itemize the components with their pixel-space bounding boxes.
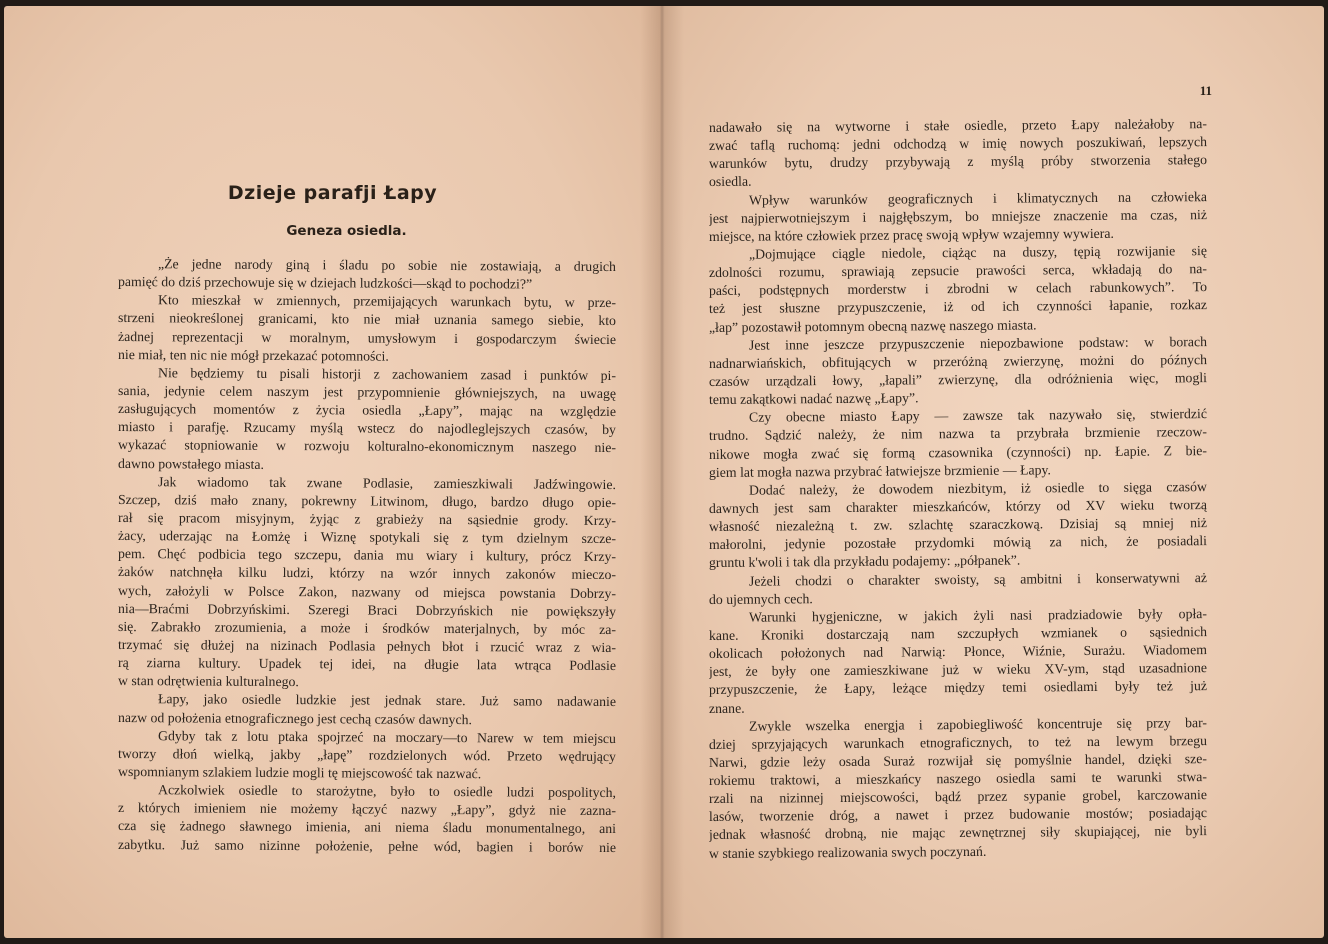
text-line: rał się pracom misyjnym, żyjąc z grabieży na sąsiednie grody. Krzy- bbox=[117, 509, 617, 529]
text-line: lasów, tworzenie dróg, a nawet i przez budowanie mostów; posiadając bbox=[708, 805, 1208, 825]
text-line: do ujemnych cech. bbox=[708, 590, 813, 607]
text-line: trudno. Sądzić należy, że nim nazwa ta przybrała brzmienie rzeczow- bbox=[708, 424, 1208, 444]
text-line: też jest słuszne przypuszczenie, iż od ich czynności łapanie, rozkaz bbox=[708, 297, 1208, 317]
text-line: rą ziarna kultury. Upadek tej idei, na długie lata wtrąca Podlasie bbox=[117, 655, 617, 674]
text-line: strzeni nieokreślonej granicami, kto nie miał uznania samego siebie, kto bbox=[117, 310, 617, 329]
text-line: żadnej reprezentacji w moralnym, umysłowym i gospodarczym świecie bbox=[117, 328, 617, 347]
text-line: jest najpierwotniejszym i najgłębszym, bo mniejsze znaczenie ma czas, niż bbox=[708, 206, 1208, 226]
right-page bbox=[661, 6, 1324, 938]
text-line: dziej sprzyjających warunkach etnograficznych, to też na lewym brzegu bbox=[708, 732, 1208, 752]
text-line: giem lat mogła nazwa przybrać łatwiejsze brzmienie — Łapy. bbox=[708, 461, 1052, 480]
text-line: Jest inne jeszcze przypuszczenie niepozbawione podstaw: w borach bbox=[748, 333, 1208, 353]
text-line: z których imieniem nie możemy łączyć nazwy „Łapy”, gdyż nie zazna- bbox=[117, 800, 617, 819]
text-line: kane. Kroniki dostarczają nam szczupłych wzmianek o sąsiednich bbox=[708, 624, 1208, 643]
text-line: Kto mieszkał w zmiennych, przemijających warunkach bytu, w prze- bbox=[157, 292, 617, 311]
left-page bbox=[4, 6, 661, 938]
section-subtitle: Geneza osiedla. bbox=[286, 223, 407, 239]
text-line: osiedla. bbox=[708, 174, 752, 190]
text-line: przypuszczenie, że Łapy, leżące między temi osiedlami były też już bbox=[708, 678, 1208, 698]
text-line: dawnych jest sam charakter mieszkańców, którzy od XV wieku tworzą bbox=[708, 497, 1208, 516]
text-line: się. Zabrakło zrozumienia, a może i środków materjalnych, by móc za- bbox=[117, 618, 617, 637]
text-line: Aczkolwiek osiedle to starożytne, było to osiedle ludzi pospolitych, bbox=[157, 782, 617, 801]
text-line: tworzy dłoń wielką, jakby „łapę” rozdzielonych wód. Przeto wędrujący bbox=[117, 745, 617, 764]
text-line: dawno powstałego miasta. bbox=[117, 455, 265, 472]
text-line: Dodać należy, że dowodem niezbitym, iż osiedle to sięga czasów bbox=[748, 478, 1208, 498]
text-line: pamięć do dziś przechowuje się w dziejach ludzkości—skąd to pochodzi?” bbox=[117, 274, 533, 292]
text-line: Gdyby tak z lotu ptaka spojrzeć na moczary—to Narew w tem miejscu bbox=[157, 727, 617, 746]
text-line: nadawało się na wytworne i stałe osiedle, przeto Łapy należałoby na- bbox=[708, 116, 1208, 135]
text-line: Jak wiadomo tak zwane Podlasie, zamieszkiwali Jadźwingowie. bbox=[157, 473, 617, 492]
text-line: nadnarwiańskich, obfitujących w przeróżną zwierzynę, możni do późnych bbox=[708, 351, 1208, 371]
text-line: czasów urządzali łowy, „łapali” zwierzynę, dla odróżnienia więc, mogli bbox=[708, 370, 1208, 389]
text-line: pem. Chęć podbicia tego szczepu, dania mu wiary i kultury, prócz Krzy- bbox=[117, 546, 617, 565]
text-line: Czy obecne miasto Łapy — zawsze tak nazywało się, stwierdzić bbox=[748, 406, 1208, 425]
right-page-text bbox=[708, 116, 1208, 863]
chapter-title: Dzieje parafji Łapy bbox=[227, 182, 438, 204]
text-line: paści, podstępnych morderstw i zbrodni w celach rabunkowych”. To bbox=[708, 279, 1208, 299]
text-line: „Dojmujące ciągle niedole, ciążąc na duszy, tępią rozwijanie się bbox=[748, 243, 1208, 262]
text-line: jednak własność drobną, nie mając zewnętrznej siły skupiającej, nie byli bbox=[708, 823, 1208, 843]
text-line: Łapy, jako osiedle ludzkie jest jednak stare. Już samo nadawanie bbox=[157, 691, 617, 710]
text-line: własność niezależną t. zw. szlachtę szaraczkową. Dzisiaj są mniej niż bbox=[708, 515, 1208, 535]
text-line: zdolności rozumu, sprawiają zepsucie prawości serca, wkładają do na- bbox=[708, 261, 1208, 281]
text-line: warunków bytu, drudzy przybywają z myślą próby stworzenia stałego bbox=[708, 152, 1208, 172]
text-line: Wpływ warunków geograficznych i klimatycznych na człowieka bbox=[748, 188, 1208, 208]
text-line: wykazać stopniowanie w rozwoju kolturalno-ekonomicznym naszego nie- bbox=[117, 437, 617, 456]
left-page-text bbox=[118, 255, 616, 854]
text-line: w stan odrętwienia kulturalnego. bbox=[117, 673, 299, 690]
text-line: Jeżeli chodzi o charakter swoisty, są ambitni i konserwatywni aż bbox=[748, 569, 1208, 589]
text-line: w stanie szybkiego realizowania swych poczynań. bbox=[708, 843, 987, 861]
text-line: cza się żadnego sławnego imienia, ani niema śladu monumentalnego, ani bbox=[117, 818, 617, 837]
text-line: Warunki hygjeniczne, w jakich żyli nasi pradziadowie były opła- bbox=[748, 605, 1208, 625]
text-line: temu zakątkowi nadać nazwę „Łapy”. bbox=[708, 390, 919, 408]
text-line: „Że jedne narody giną i śladu po sobie nie zostawiają, a drugich bbox=[157, 256, 617, 275]
text-line: wych, założyli w Polsce Zakon, nazwany od miejsca powstania Dobrzy- bbox=[117, 582, 617, 601]
text-line: nie miał, ten nic nie mógł przekazać potomności. bbox=[117, 346, 389, 364]
text-line: nikowe mogła zwać się formą czasownika (czynności) np. Łapie. Z bie- bbox=[708, 442, 1208, 462]
text-line: zwać taflą ruchomą: jedni odchodzą w imię nowych poszukiwań, lepszych bbox=[708, 134, 1208, 154]
text-line: okolicach położonych nad Narwią: Płonce, Wiźnie, Surażu. Wiadomem bbox=[708, 642, 1208, 662]
text-line: żacy, uderzając na Łomżę i Wiznę spotykali się z tym dzielnym szcze- bbox=[117, 528, 617, 547]
text-line: rzali na nizinnej miejscowości, bądź przez sypanie grobel, karczowanie bbox=[708, 787, 1208, 807]
text-line: miasto i parafję. Rzucamy myślą wstecz do najodleglejszych czasów, by bbox=[117, 419, 617, 438]
text-line: sania, jedynie celem naszym jest przypomnienie główniejszych, na uwagę bbox=[117, 382, 617, 402]
text-line: gruntu k'woli i tak dla przykładu podajemy: „półpanek”. bbox=[708, 552, 1021, 571]
text-line: wspomnianym szlakiem ludzie mogli tę miejscowość tak nazwać. bbox=[117, 763, 482, 782]
text-line: Szczep, dziś mało znany, pokrewny Litwinom, długo, bardzo długo opie- bbox=[117, 491, 617, 510]
text-line: trzymać się dłużej na nizinach Podlasia pełnych błot i rzucić wraz z wia- bbox=[117, 636, 617, 655]
text-line: Zwykle wszelka energja i zapobiegliwość koncentruje się przy bar- bbox=[748, 714, 1208, 734]
text-line: znane. bbox=[708, 700, 745, 716]
text-line: Nie będziemy tu pisali historji z zachowaniem zasad i punktów pi- bbox=[157, 365, 617, 383]
text-line: małorolni, jedynie pozostałe przydomki mówią za nich, że posiadali bbox=[708, 533, 1208, 553]
text-line: jest, że były one zamieszkiwane już w wieku XV-ym, stąd uzasadnione bbox=[708, 660, 1208, 680]
text-line: rokiemu traktowi, a mieszkańcy naszego osiedla sami te warunki stwa- bbox=[708, 769, 1208, 789]
text-line: miejsce, na które człowiek przez pracę swoją wpływ wzajemny wywiera. bbox=[708, 225, 1114, 244]
text-line: zabytku. Już samo nizinne położenie, pełne wód, bagien i borów nie bbox=[117, 836, 617, 855]
text-line: nia—Braćmi Dobrzyńskimi. Szeregi Braci Dobrzyńskich nie powiększyły bbox=[117, 600, 617, 619]
text-line: żaków natchnęła kilku ludzi, którzy na wzór innych zakonów mieczo- bbox=[117, 564, 617, 583]
text-line: nazw od położenia etnograficznego jest cechą czasów dawnych. bbox=[117, 709, 473, 727]
text-line: „łap” pozostawił potomnym obecną nazwę naszego miasta. bbox=[708, 316, 1037, 335]
text-line: zasługujących momentów z życia osiedla „Łapy”, mając na względzie bbox=[117, 401, 617, 420]
page-number: 11 bbox=[1199, 83, 1212, 98]
text-line: Narwi, gdzie leży osada Suraż rozwijał się pomyślnie handel, dzięki sze- bbox=[708, 751, 1208, 770]
